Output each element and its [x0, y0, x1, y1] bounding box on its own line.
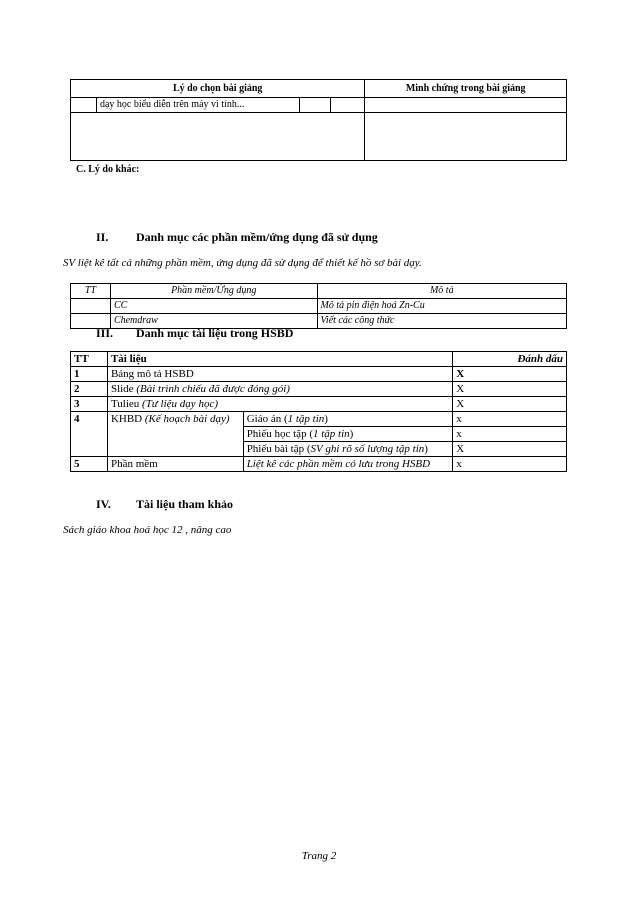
doc-note: (Tư liệu dạy học) — [142, 398, 218, 410]
doc-name: KHBD — [110, 413, 143, 425]
subdoc-text: ) — [324, 413, 328, 425]
cell-tt: 5 — [71, 457, 108, 472]
table-row — [71, 397, 567, 412]
cell-subdoc — [243, 442, 453, 457]
cell-tt: 2 — [71, 382, 108, 397]
reasons-header: Lý do chọn bài giảng — [71, 80, 365, 98]
table-cell — [71, 98, 97, 113]
software-table — [70, 283, 567, 329]
section-2-number: II. — [96, 230, 109, 244]
cell-mark: X — [453, 367, 567, 382]
subdoc-text: ) — [424, 443, 428, 455]
subdoc-text: Giáo án ( — [246, 413, 288, 425]
doc-name: Slide — [110, 383, 134, 395]
doc-note: (Bài trình chiếu đã được đóng gói) — [136, 383, 290, 395]
table-row — [71, 284, 567, 299]
reference-text: Sách giáo khoa hoá học 12 , nâng cao — [63, 524, 232, 536]
doc-note: (Kế hoạch bài dạy) — [144, 413, 230, 425]
cell-doc — [107, 397, 452, 412]
page-footer: Trang 2 — [301, 850, 337, 862]
cell-mark: x — [453, 427, 567, 442]
header-doc: Tài liệu — [107, 352, 452, 367]
table-cell — [365, 113, 567, 161]
table-row — [71, 352, 567, 367]
reason-text: dạy học biểu diễn trên máy vi tính... — [96, 98, 299, 113]
table-row — [71, 457, 567, 472]
table-cell — [331, 98, 365, 113]
subdoc-text: Phiếu học tập ( — [246, 428, 313, 440]
reasons-table — [70, 79, 567, 161]
cell-tt: 3 — [71, 397, 108, 412]
table-cell — [299, 98, 331, 113]
section-3-title: Danh mục tài liệu trong HSBD — [136, 326, 294, 340]
header-tt: TT — [71, 284, 111, 299]
cell-tt: 1 — [71, 367, 108, 382]
subdoc-count: SV ghi rõ số lượng tập tin — [310, 443, 425, 455]
cell-subdoc — [243, 427, 453, 442]
cell-mark: x — [453, 412, 567, 427]
section-2-intro: SV liệt kê tất cả những phần mềm, ứng dụng đã sử dụng để thiết kế hồ sơ bài dạy. — [63, 257, 422, 269]
section-4-number: IV. — [96, 497, 111, 511]
section-2-title: Danh mục các phần mềm/ứng dụng đã sử dụng — [136, 230, 378, 244]
header-mark: Đánh dấu — [453, 352, 567, 367]
cell-subdoc — [243, 412, 453, 427]
cell-software: Chemdraw — [110, 314, 317, 329]
table-cell — [71, 113, 365, 161]
header-tt: TT — [71, 352, 108, 367]
doc-name: Tulieu — [110, 398, 140, 410]
cell-mark: X — [453, 442, 567, 457]
cell-doc: Phần mềm — [107, 457, 243, 472]
cell-doc — [107, 412, 243, 457]
table-row — [71, 367, 567, 382]
table-cell — [365, 98, 567, 113]
subdoc-count: 1 tập tin — [287, 413, 325, 425]
section-3-number: III. — [96, 326, 114, 340]
subdoc-text: ) — [349, 428, 354, 440]
subdoc-text: Phiếu bài tập ( — [246, 443, 311, 455]
header-software: Phần mềm/Ứng dụng — [110, 284, 317, 299]
cell-mark: x — [453, 457, 567, 472]
section-4-title: Tài liệu tham khảo — [136, 497, 234, 511]
cell-mark: X — [453, 397, 567, 412]
subdoc-count: 1 tập tin — [312, 428, 350, 440]
cell-tt — [71, 299, 111, 314]
evidence-header: Minh chứng trong bài giảng — [365, 80, 567, 98]
cell-mark: X — [453, 382, 567, 397]
cell-software: CC — [110, 299, 317, 314]
cell-tt: 4 — [71, 412, 108, 457]
table-row — [71, 412, 567, 427]
table-row — [71, 299, 567, 314]
table-row — [71, 382, 567, 397]
cell-doc — [107, 382, 452, 397]
section-c-label: C. Lý do khác: — [76, 164, 140, 175]
header-desc: Mô tả — [317, 284, 566, 299]
cell-desc: Liệt kê các phần mềm có lưu trong HSBD — [243, 457, 453, 472]
documents-table — [70, 351, 567, 472]
cell-desc: Mô tả pin điện hoá Zn-Cu — [317, 299, 566, 314]
cell-doc: Bảng mô tả HSBD — [107, 367, 452, 382]
cell-desc: Viết các công thức — [317, 314, 566, 329]
